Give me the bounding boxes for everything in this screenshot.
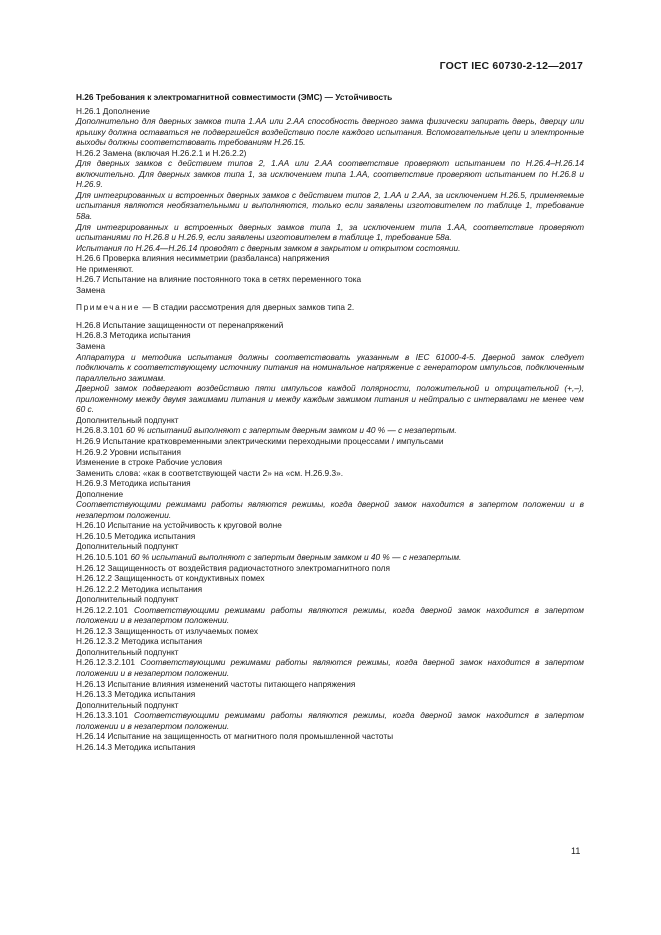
body-paragraph [76,710,584,731]
body-paragraph: H.26.7 Испытание на влияние постоянного тока в сетях переменного тока [76,274,362,285]
body-paragraph: Замена [76,341,106,352]
body-paragraph: Дополнительный подпункт [76,594,179,605]
body-paragraph: H.26.8.3 Методика испытания [76,330,191,341]
body-paragraph: Соответствующими режимами работы являются режимы, когда дверной замок находится в запертом положении и в незапертом положении. [76,499,584,520]
body-paragraph: Дополнение [76,488,124,499]
page-number: 11 [571,846,581,856]
paragraph-text: — В стадии рассмотрения для дверных замков типа 2. [140,302,355,313]
body-paragraph: H.26.10 Испытание на устойчивость к круговой волне [76,520,282,531]
page-content [76,92,584,752]
body-paragraph: Заменить слова: «как в соответствующей части 2» на «см. H.26.9.3». [76,467,344,478]
note-paragraph [76,302,584,313]
paragraph-lead: Примечание [76,302,141,313]
body-paragraph: H.26.12.3.2 Методика испытания [76,636,203,647]
body-paragraph: Дополнительный подпункт [76,541,179,552]
body-paragraph: H.26.10.5 Методика испытания [76,530,196,541]
section-title: H.26 Требования к электромагнитной совместимости (ЭМС) — Устойчивость [76,92,393,102]
body-paragraph: H.26.12.2 Защищенность от кондуктивных помех [76,573,265,584]
body-paragraph [76,605,584,626]
body-paragraph: Дополнительный подпункт [76,699,179,710]
body-paragraph: Замена [76,284,106,295]
body-paragraph: Для дверных замков с действием типов 2, 1.АА или 2.АА соответствие проверяют испытанием по H.26.4–H.26.14 включительно. Для дверных замков типа 1, за исключением типа 1.АА, соответствие проверяют испытанием по H.26.8 и H.26.9. [76,158,584,190]
paragraph-text: 60 % испытаний выполняют с запертым дверным замком и 40 % — с незапертым. [123,425,457,436]
body-paragraph: H.26.12 Защищенность от воздействия радиочастотного электромагнитного поля [76,562,390,573]
body-paragraph: H.26.12.3 Защищенность от излучаемых помех [76,625,259,636]
body-paragraph: Для интегрированных и встроенных дверных замков с действием типов 2, 1.АА и 2.АА, за исключением H.26.5, применяемые испытания являются необязательными и выполняются, только если заявлены изготовителем по таблице 1, требование 58a. [76,189,584,222]
paragraph-lead: H.26.12.2.101 [76,604,129,615]
paragraph-lead: H.26.10.5.101 [76,551,129,562]
body-paragraph [76,425,584,436]
paragraph-lead: H.26.12.3.2.101 [76,657,136,668]
paragraph-list [76,106,584,753]
body-paragraph: Изменение в строке Рабочие условия [76,457,223,468]
body-paragraph: H.26.12.2.2 Методика испытания [76,583,203,594]
body-paragraph: H.26.1 Дополнение [76,105,150,116]
paragraph-text: Соответствующими режимами работы являются режимы, когда дверной замок находится в запертом положении и в незапертом положении. [76,604,584,626]
body-paragraph: H.26.8 Испытание защищенности от перенапряжений [76,319,284,330]
body-paragraph: H.26.2 Замена (включая H.26.2.1 и H.26.2.2) [76,147,247,158]
body-paragraph [76,657,584,678]
body-paragraph: H.26.14.3 Методика испытания [76,741,196,752]
paragraph-lead: H.26.13.3.101 [76,710,129,721]
paragraph-text: Соответствующими режимами работы являются режимы, когда дверной замок находится в запертом положении и в незапертом положении. [76,657,584,678]
body-paragraph: Дополнительный подпункт [76,414,179,425]
body-paragraph [76,552,584,563]
body-paragraph: Дверной замок подвергают воздействию пяти импульсов каждой полярности, положительной и отрицательной (+,–), приложенному между двумя зажимами питания и между каждым зажимом питания и нейтралью с интервалами не менее чем 60 с. [76,383,584,415]
paragraph-text: 60 % испытаний выполняют с запертым дверным замком и 40 % — с незапертым. [128,551,462,562]
body-paragraph: H.26.13.3 Методика испытания [76,689,196,700]
paragraph-text: Соответствующими режимами работы являются режимы, когда дверной замок находится в запертом положении и в незапертом положении. [76,710,584,731]
body-paragraph: Испытания по H.26.4—H.26.14 проводят с дверным замком в закрытом и открытом состоянии. [76,242,461,253]
body-paragraph: Дополнительный подпункт [76,646,179,657]
body-paragraph: H.26.9.2 Уровни испытания [76,446,181,457]
body-paragraph: H.26.6 Проверка влияния несимметрии (разбаланса) напряжения [76,253,330,264]
document-header: ГОСТ IEC 60730-2-12—2017 [439,60,583,72]
body-paragraph: Дополнительно для дверных замков типа 1.АА или 2.АА способность дверного замка физически запирать дверь, дверцу или крышку должна оставаться не подвергшейся воздействию после каждого испытания. Вспомогательные цепи и электронные выходы должны соответствовать требованиям H.26.15. [76,116,584,148]
paragraph-lead: H.26.8.3.101 [76,425,124,436]
body-paragraph: Аппаратура и методика испытания должны соответствовать указанным в IEC 61000-4-5. Дверной замок следует подключать к соответствующему источнику питания на номинальное напряжение с генератором импульсов, подключенным параллельно зажимам. [76,351,584,383]
body-paragraph: H.26.13 Испытание влияния изменений частоты питающего напряжения [76,678,356,689]
body-paragraph: Для интегрированных и встроенных дверных замков типа 1, за исключением типа 1.АА, соответствие проверяют испытаниями по H.26.8 и H.26.9, если заявлены изготовителем в таблице 1, требование 58a. [76,221,584,243]
body-paragraph: H.26.9 Испытание кратковременными электрическими переходными процессами / импульсами [76,435,444,446]
body-paragraph: Не применяют. [76,263,134,274]
body-paragraph: H.26.14 Испытание на защищенность от магнитного поля промышленной частоты [76,731,394,742]
body-paragraph: H.26.9.3 Методика испытания [76,478,191,489]
